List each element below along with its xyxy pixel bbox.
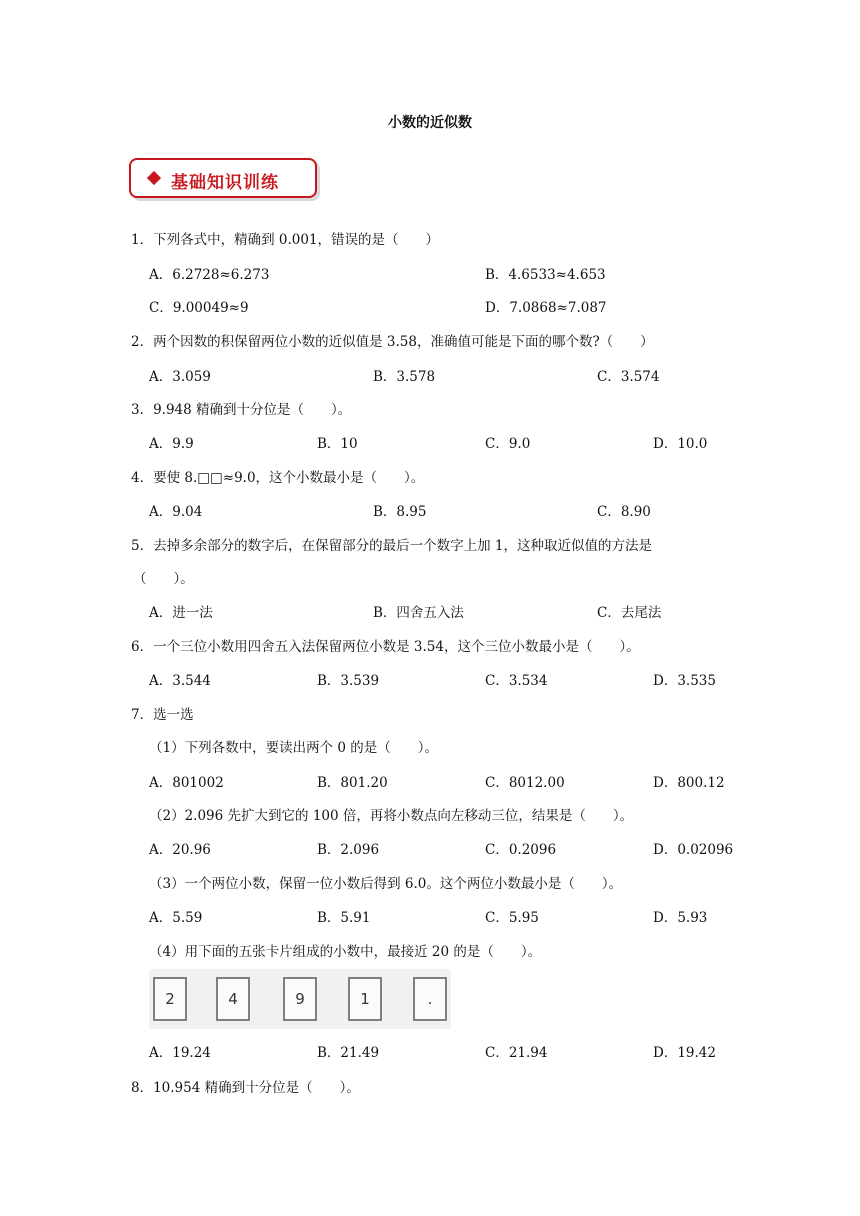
question-6-stem: 6．一个三位小数用四舍五入法保留两位小数是 3.54，这个三位小数最小是（ ）。 <box>131 639 640 655</box>
number-card: 2 <box>153 977 187 1021</box>
question-7-1-stem: （1）下列各数中，要读出两个 0 的是（ ）。 <box>149 740 439 756</box>
question-4-option-a: A．9.04 <box>149 504 203 520</box>
question-7-2-option-c: C．0.2096 <box>485 842 557 858</box>
question-7-1-option-a: A．801002 <box>149 775 224 791</box>
question-3-option-c: C．9.0 <box>485 436 531 452</box>
question-6-option-d: D．3.535 <box>653 673 716 689</box>
question-1-option-a: A．6.2728≈6.273 <box>149 267 270 283</box>
question-2-option-b: B．3.578 <box>373 369 436 385</box>
number-card: . <box>413 977 447 1021</box>
question-3-option-a: A．9.9 <box>149 436 194 452</box>
question-5-option-a: A．进一法 <box>149 605 213 621</box>
question-7-4-option-a: A．19.24 <box>149 1045 211 1061</box>
question-7-4-option-c: C．21.94 <box>485 1045 548 1061</box>
question-4-option-c: C．8.90 <box>597 504 651 520</box>
question-7-3-stem: （3）一个两位小数，保留一位小数后得到 6.0。这个两位小数最小是（ ）。 <box>149 876 623 892</box>
question-1-stem: 1．下列各式中，精确到 0.001，错误的是（ ） <box>131 232 440 248</box>
question-5-option-b: B．四舍五入法 <box>373 605 464 621</box>
question-7-3-option-b: B．5.91 <box>317 910 371 926</box>
diamond-icon <box>147 171 161 185</box>
question-2-stem: 2．两个因数的积保留两位小数的近似值是 3.58，准确值可能是下面的哪个数?（ ） <box>131 334 654 350</box>
question-7-3-option-c: C．5.95 <box>485 910 539 926</box>
question-1-option-c: C．9.00049≈9 <box>149 300 249 316</box>
section-title: 基础知识训练 <box>171 173 279 193</box>
question-4-option-b: B．8.95 <box>373 504 427 520</box>
question-7-4-stem: （4）用下面的五张卡片组成的小数中，最接近 20 的是（ ）。 <box>149 944 542 960</box>
page-title: 小数的近似数 <box>388 115 472 131</box>
question-7-stem: 7．选一选 <box>131 707 194 723</box>
question-5-stem-continued: （ ）。 <box>133 571 194 587</box>
question-7-4-option-d: D．19.42 <box>653 1045 716 1061</box>
number-card: 1 <box>348 977 382 1021</box>
question-3-option-b: B．10 <box>317 436 358 452</box>
question-6-option-b: B．3.539 <box>317 673 380 689</box>
question-6-option-a: A．3.544 <box>149 673 211 689</box>
number-card: 4 <box>216 977 250 1021</box>
question-7-1-option-d: D．800.12 <box>653 775 725 791</box>
question-6-option-c: C．3.534 <box>485 673 548 689</box>
question-7-1-option-c: C．8012.00 <box>485 775 565 791</box>
number-cards-figure <box>149 969 451 1029</box>
question-8-stem: 8．10.954 精确到十分位是（ ）。 <box>131 1080 360 1096</box>
question-7-2-option-d: D．0.02096 <box>653 842 734 858</box>
question-3-stem: 3．9.948 精确到十分位是（ ）。 <box>131 402 352 418</box>
question-2-option-a: A．3.059 <box>149 369 211 385</box>
question-7-2-option-a: A．20.96 <box>149 842 211 858</box>
question-2-option-c: C．3.574 <box>597 369 660 385</box>
question-7-2-option-b: B．2.096 <box>317 842 380 858</box>
question-1-option-b: B．4.6533≈4.653 <box>485 267 606 283</box>
section-banner <box>129 158 317 198</box>
question-7-3-option-a: A．5.59 <box>149 910 203 926</box>
question-3-option-d: D．10.0 <box>653 436 708 452</box>
number-card: 9 <box>283 977 317 1021</box>
question-5-option-c: C．去尾法 <box>597 605 662 621</box>
question-7-3-option-d: D．5.93 <box>653 910 708 926</box>
question-7-4-option-b: B．21.49 <box>317 1045 380 1061</box>
question-7-2-stem: （2）2.096 先扩大到它的 100 倍，再将小数点向左移动三位，结果是（ ）。 <box>149 808 634 824</box>
question-7-1-option-b: B．801.20 <box>317 775 388 791</box>
question-5-stem: 5．去掉多余部分的数字后，在保留部分的最后一个数字上加 1，这种取近似值的方法是 <box>131 538 652 554</box>
question-1-option-d: D．7.0868≈7.087 <box>485 300 607 316</box>
question-4-stem: 4．要使 8.□□≈9.0，这个小数最小是（ ）。 <box>131 470 425 486</box>
